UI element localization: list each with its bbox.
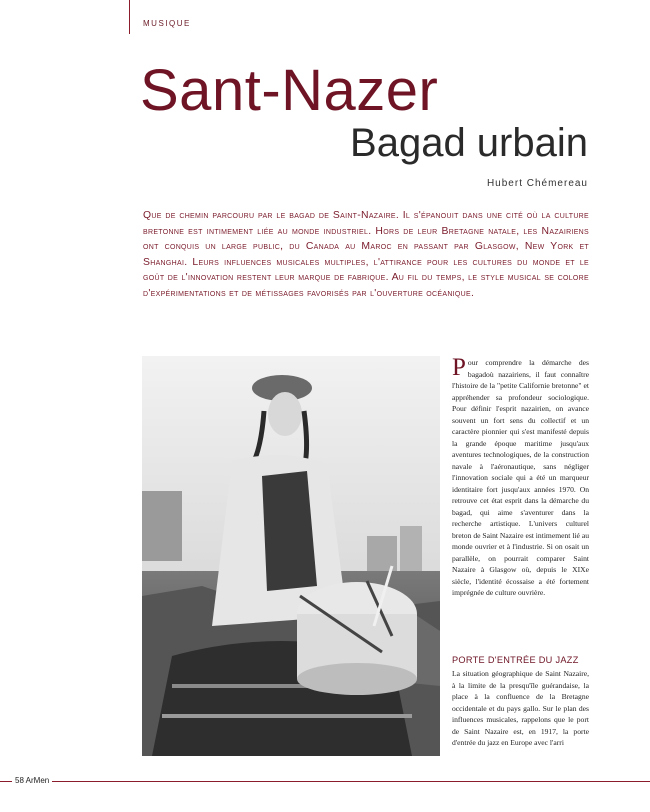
article-subtitle: Bagad urbain <box>350 121 588 165</box>
section-label: MUSIQUE <box>143 19 191 28</box>
section-subhead: PORTE D'ENTRÉE DU JAZZ <box>452 655 579 665</box>
footer-rule <box>0 781 650 782</box>
header-rule <box>129 0 130 34</box>
article-title: Sant-Nazer <box>140 58 439 123</box>
article-lede: Que de chemin parcouru par le bagad de Saint-Nazaire. Il s'épanouit dans une cité où la culture bretonne est intimement liée au monde industriel. Hors de leur Bretagne natale, les Nazairiens ont conquis un large public, du Canada au Maroc en passant par Glasgow, New York et Shanghai. Leurs influences musicales multiples, l'attirance pour les cultures du monde et le goût de l'innovation restent leur marque de fabrique. Au fil du temps, le style musical se colore d'expérimentations et de métissages favorisés par l'ouverture océanique. <box>143 210 589 299</box>
body-text-1: our comprendre la démarche des bagadoù nazairiens, il faut connaître l'histoire de la "petite Californie bretonne" et appréhender sa profondeur sociologique. Pour définir l'esprit nazairien, on avance souvent un fort sens du collectif et un caractère pionnier qui s'est manifesté depuis la grande époque maritime jusqu'aux aventures technologiques, de la construction navale à l'aéronautique, sans négliger l'innovation sociale qui a été un marqueur identitaire fort jusqu'aux années 1970. On retrouve cet état esprit dans la démarche du bagad, qui aime s'aventurer dans la recherche artistique. L'univers culturel breton de Saint Nazaire est intimement lié au monde ouvrier et à l'industrie. Si on osait un parallèle, on pourrait comparer Saint Nazaire à Glasgow où, depuis le XIXe siècle, l'identité écossaise a été fortement imprégnée de culture ouvrière. <box>452 358 589 597</box>
body-column-2: La situation géographique de Saint Nazaire, à la limite de la presqu'île guérandaise, la place à la confluence de la Bretagne occidentale et du pays gallo. Sur le plan des influences musicales, rappelons que le port de Saint Nazaire est, en 1917, la porte d'entrée du jazz en Europe avec l'arri <box>452 669 589 747</box>
article-author: Hubert Chémereau <box>486 178 588 189</box>
dropcap: P <box>452 354 466 381</box>
page-folio: 58 ArMen <box>12 776 52 785</box>
body-column-1 <box>452 354 589 599</box>
drummer-photo <box>142 356 440 756</box>
